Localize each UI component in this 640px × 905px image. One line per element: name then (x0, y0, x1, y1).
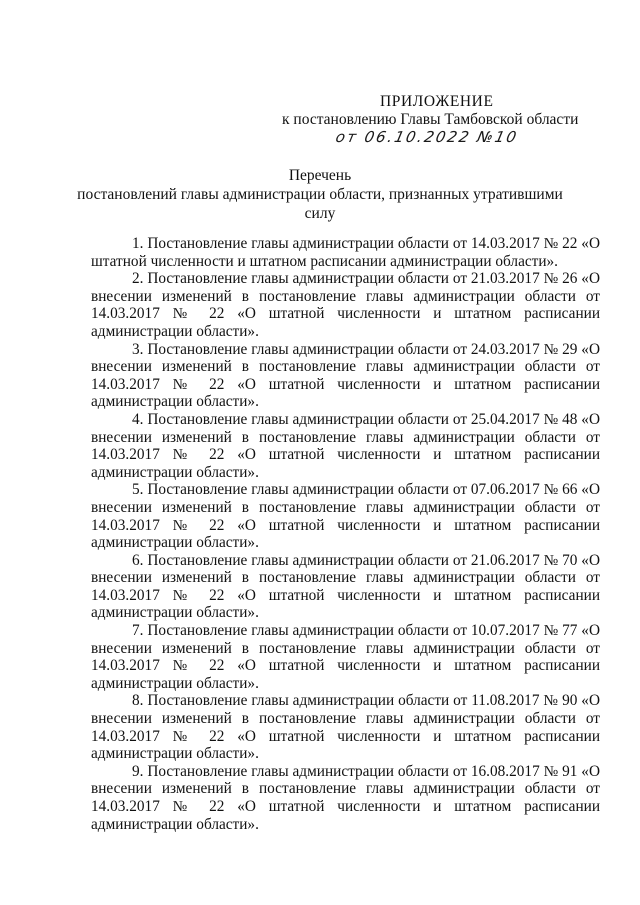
list-item: 1. Постановление главы администрации области от 14.03.2017 № 22 «О штатной численности и штатном расписании администрации области». (91, 235, 600, 270)
list-item: 7. Постановление главы администрации области от 10.07.2017 № 77 «О внесении изменений в постановление главы администрации области от 14.03.2017 № 22 «О штатной численности и штатном расписании администрации области». (91, 622, 600, 692)
list-item: 5. Постановление главы администрации области от 07.06.2017 № 66 «О внесении изменений в постановление главы администрации области от 14.03.2017 № 22 «О штатной численности и штатном расписании администрации области». (91, 481, 600, 552)
list-item: 8. Постановление главы администрации области от 11.08.2017 № 90 «О внесении изменений в постановление главы администрации области от 14.03.2017 № 22 «О штатной численности и штатном расписании администрации области». (91, 692, 600, 763)
list-item: 6. Постановление главы администрации области от 21.06.2017 № 70 «О внесении изменений в постановление главы администрации области от 14.03.2017 № 22 «О штатной численности и штатном расписании администрации области». (91, 551, 600, 622)
list-item: 4. Постановление главы администрации области от 25.04.2017 № 48 «О внесении изменений в постановление главы администрации области от 14.03.2017 № 22 «О штатной численности и штатном расписании администрации области». (91, 410, 600, 481)
appendix-subtitle: к постановлению Главы Тамбовской области (282, 111, 579, 128)
document-subtitle-line1: постановлений главы администрации области, признанных утратившими (77, 186, 563, 203)
document-subtitle-line2: силу (304, 205, 336, 222)
list-item: 9. Постановление главы администрации области от 16.08.2017 № 91 «О внесении изменений в постановление главы администрации области от 14.03.2017 № 22 «О штатной численности и штатном расписании администрации области». (91, 762, 600, 833)
resolution-list (91, 235, 600, 833)
document-title: Перечень (288, 167, 352, 184)
list-item: 3. Постановление главы администрации области от 24.03.2017 № 29 «О внесении изменений в постановление главы администрации области от 14.03.2017 № 22 «О штатной численности и штатном расписании администрации области». (91, 340, 600, 411)
list-item: 2. Постановление главы администрации области от 21.03.2017 № 26 «О внесении изменений в постановление главы администрации области от 14.03.2017 № 22 «О штатной численности и штатном расписании администрации области». (91, 270, 600, 340)
appendix-title: ПРИЛОЖЕНИЕ (380, 93, 494, 110)
handwritten-date-number: от 06.10.2022 №10 (334, 128, 520, 146)
